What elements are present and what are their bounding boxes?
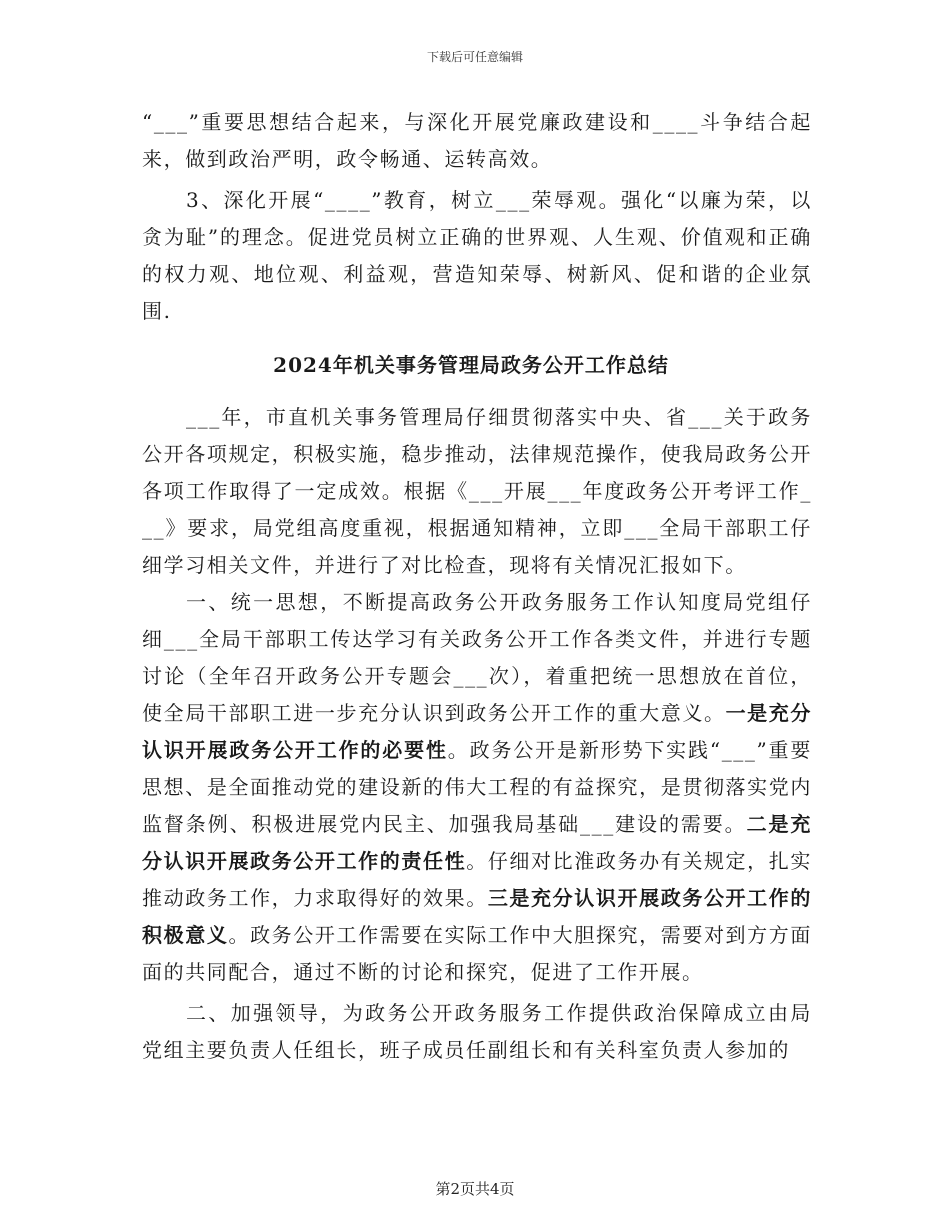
paragraph-item-3: 3、深化开展“____”教育，树立___荣辱观。强化“以廉为荣，以贪为耻”的理念。促进党员树立正确的世界观、人生观、价值观和正确的权力观、地位观、利益观，营造知荣辱、树新风、促和谐的企业氛围. [142, 188, 812, 323]
section-1-bold-point-1: 一是充分认识开展政务公开工作的必要性 [142, 701, 813, 762]
paragraph-intro: ___年，市直机关事务管理局仔细贯彻落实中央、省___关于政务公开各项规定，积极实施，稳步推动，法律规范操作，使我局政务公开各项工作取得了一定成效。根据《___开展___年度政务公开考评工作___》要求，局党组高度重视，根据通知精神，立即___全局干部职工仔细学习相关文件，并进行了对比检查，现将有关情况汇报如下。 [142, 405, 812, 577]
paragraph-continued: “___”重要思想结合起来，与深化开展党廉政建设和____斗争结合起来，做到政治严明，政令畅通、运转高效。 [142, 110, 812, 171]
section-1-bold-point-2: 二是充分认识开展政务公开工作的责任性 [142, 812, 812, 873]
section-1-text-b: 。政务公开是新形势下实践“___”重要思想、是全面推动党的建设新的伟大工程的有益探究，是贯彻落实党内监督条例、积极进展党内民主、加强我局基础___建设的需要。 [142, 738, 812, 836]
paragraph-section-1 [142, 584, 812, 991]
document-body [142, 104, 812, 1069]
section-1-text-a: 一、统一思想，不断提高政务公开政务服务工作认知度局党组仔细___全局干部职工传达学习有关政务公开工作各类文件，并进行专题讨论（全年召开政务公开专题会___次），着重把统一思想放在首位，使全局干部职工进一步充分认识到政务公开工作的重大意义。 [142, 590, 812, 725]
section-1-text-c: 。仔细对比淮政务办有关规定，扎实推动政务工作，力求取得好的效果。 [142, 849, 812, 910]
document-title: 2024年机关事务管理局政务公开工作总结 [273, 353, 669, 377]
header-note: 下载后可任意编辑 [426, 50, 523, 64]
section-1-text-d: 。政务公开工作需要在实际工作中大胆探究，需要对到方方面面的共同配合，通过不断的讨论和探究，促进了工作开展。 [142, 923, 812, 984]
paragraph-section-2: 二、加强领导，为政务公开政务服务工作提供政治保障成立由局党组主要负责人任组长，班子成员任副组长和有关科室负责人参加的 [142, 1001, 812, 1062]
page-number: 第2页共4页 [435, 1180, 515, 1198]
section-1-bold-point-3: 三是充分认识开展政务公开工作的积极意义 [142, 886, 812, 947]
